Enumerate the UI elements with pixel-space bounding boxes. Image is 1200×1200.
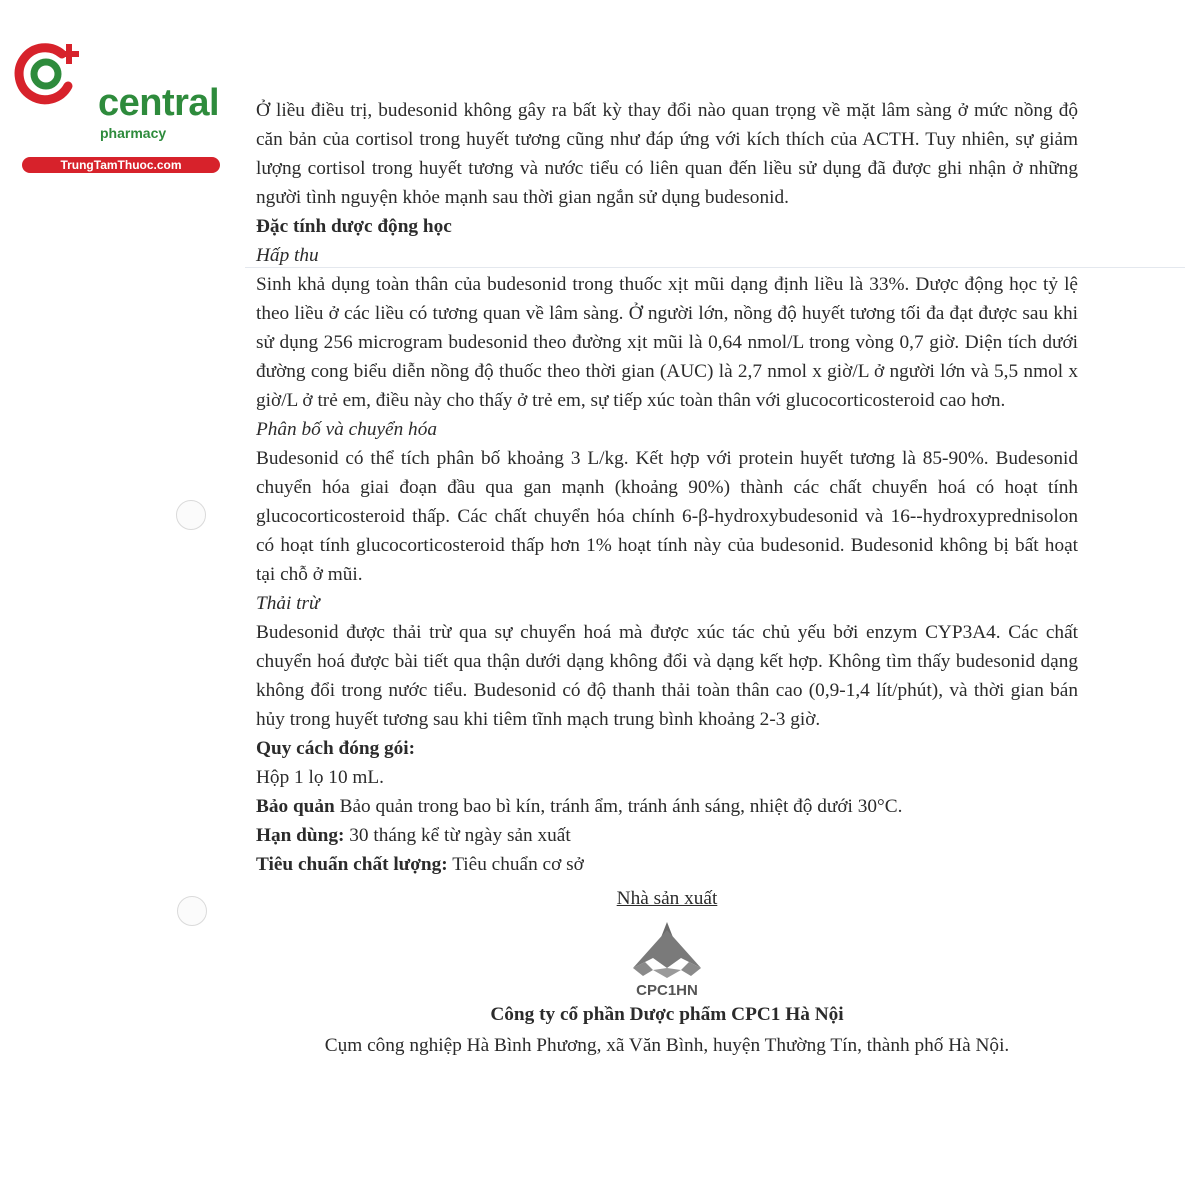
distribution-heading: Phân bố và chuyển hóa [256,419,437,440]
expiry-line [256,821,1078,850]
punch-hole [177,896,207,926]
packaging-value: Hộp 1 lọ 10 mL. [256,767,385,788]
storage-value: Bảo quản trong bao bì kín, tránh ẩm, tránh ánh sáng, nhiệt độ dưới 30°C. [339,796,903,817]
company-name: Công ty cổ phần Dược phẩm CPC1 Hà Nội [490,1004,844,1025]
storage-line [256,792,1078,821]
document-body [256,96,1078,1060]
absorption-heading: Hấp thu [256,245,319,266]
brand-website: TrungTamThuoc.com [22,157,220,173]
company-address: Cụm công nghiệp Hà Bình Phương, xã Văn Bình, huyện Thường Tín, thành phố Hà Nội. [324,1035,1010,1056]
absorption-paragraph: Sinh khả dụng toàn thân của budesonid trong thuốc xịt mũi dạng định liều là 33%. Dược động học tỷ lệ theo liều ở các liều có tương quan về lâm sàng. Ở người lớn, nồng độ huyết tương tối đa đạt được sau khi sử dụng 256 microgram budesonid theo đường xịt mũi là 0,64 nmol/L trong vòng 0,7 giờ. Diện tích dưới đường cong biểu diễn nồng độ thuốc theo thời gian (AUC) là 2,7 nmol x giờ/L ở người lớn và 5,5 nmol x giờ/L ở trẻ em, điều này cho thấy ở trẻ em, sự tiếp xúc toàn thân với glucocorticosteroid cao hơn. [256,274,1078,411]
storage-label: Bảo quản [256,796,335,817]
standard-value: Tiêu chuẩn cơ sở [452,854,584,875]
standard-line [256,850,1078,879]
manufacturer-section [256,884,1078,913]
expiry-value: 30 tháng kể từ ngày sản xuất [349,825,571,846]
packaging-label: Quy cách đóng gói: [256,738,416,759]
punch-hole [176,500,206,530]
intro-paragraph: Ở liều điều trị, budesonid không gây ra bất kỳ thay đổi nào quan trọng về mặt lâm sàng ở mức nồng độ căn bản của cortisol trong huyết tương cũng như đáp ứng với kích thích của ACTH. Tuy nhiên, sự giảm lượng cortisol trong huyết tương và nước tiểu có liên quan đến liều sử dụng đã được ghi nhận ở những người tình nguyện khỏe mạnh sau thời gian ngắn sử dụng budesonid. [256,100,1078,208]
expiry-label: Hạn dùng: [256,825,345,846]
central-pharmacy-logo [10,38,220,172]
cpc1hn-logo-text: CPC1HN [636,982,698,999]
distribution-paragraph: Budesonid có thể tích phân bố khoảng 3 L/kg. Kết hợp với protein huyết tương là 85-90%. Budesonid chuyển hóa giai đoạn đầu qua gan mạnh (khoảng 90%) thành các chất chuyển hoá có hoạt tính glucocorticosteroid thấp. Các chất chuyển hóa chính 6-β-hydroxybudesonid và 16--hydroxyprednisolon có hoạt tính glucocorticosteroid thấp hơn 1% hoạt tính này của budesonid. Budesonid không bị bất hoạt tại chỗ ở mũi. [256,448,1078,585]
cpc1hn-logo [617,920,717,1000]
elimination-heading: Thải trừ [256,593,320,614]
pharmacy-cross-icon [10,38,90,108]
manufacturer-title: Nhà sản xuất [616,888,718,909]
pharmacokinetics-heading: Đặc tính dược động học [256,216,452,237]
brand-name: central [98,82,220,124]
elimination-paragraph: Budesonid được thải trừ qua sự chuyển hoá mà được xúc tác chủ yếu bởi enzym CYP3A4. Các chất chuyển hoá được bài tiết qua thận dưới dạng không đổi và dạng kết hợp. Không tìm thấy budesonid dạng không đổi trong nước tiểu. Budesonid có độ thanh thải toàn thân cao (0,9-1,4 lít/phút), và thời gian bán hủy trong huyết tương sau khi tiêm tĩnh mạch trung bình khoảng 2-3 giờ. [256,622,1078,730]
standard-label: Tiêu chuẩn chất lượng: [256,854,448,875]
brand-subtitle: pharmacy [100,125,167,141]
